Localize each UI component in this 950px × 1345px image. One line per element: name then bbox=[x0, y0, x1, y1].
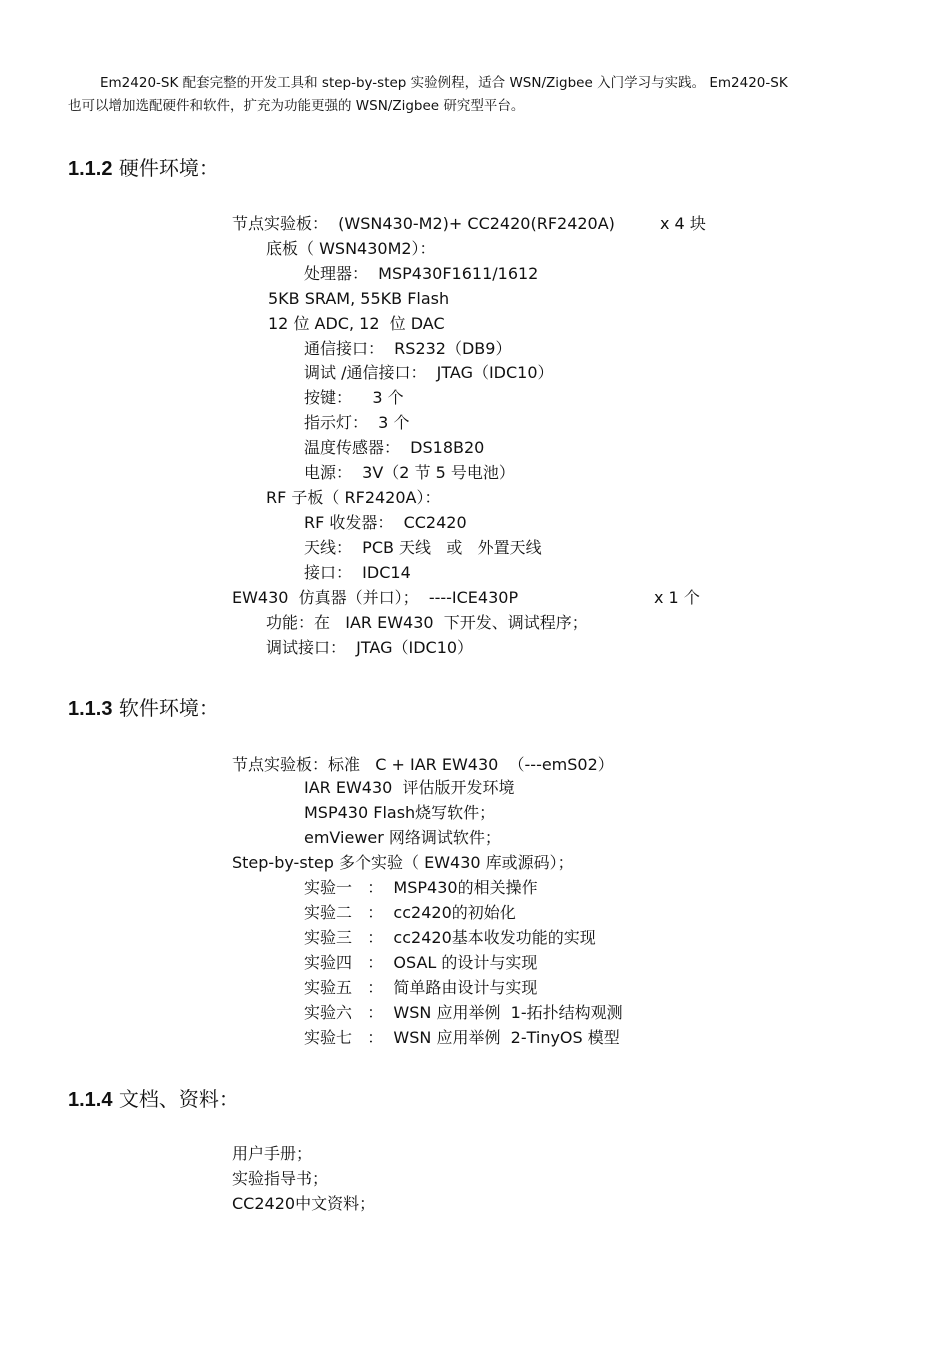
doc-item: 实验指导书； bbox=[232, 1169, 329, 1188]
sw-lab-item: 实验四 ： OSAL 的设计与实现 bbox=[304, 953, 538, 972]
section-heading-hardware bbox=[68, 155, 219, 182]
sw-iar: IAR EW430 评估版开发环境 bbox=[304, 778, 515, 797]
sw-step-by-step: Step-by-step 多个实验（ EW430 库或源码）； bbox=[232, 853, 574, 872]
hw-debug-port: 调试 /通信接口： JTAG（IDC10） bbox=[304, 363, 554, 382]
intro-line-2: 也可以增加选配硬件和软件，扩充为功能更强的 WSN/Zigbee 研究型平台。 bbox=[68, 98, 525, 114]
hw-emulator: EW430 仿真器（并口）； ----ICE430P bbox=[232, 588, 519, 607]
hw-emulator-debug-port: 调试接口： JTAG（IDC10） bbox=[266, 638, 474, 657]
sw-lab-item: 实验一 ： MSP430的相关操作 bbox=[304, 878, 538, 897]
intro-paragraph bbox=[68, 72, 883, 118]
doc-item: 用户手册； bbox=[232, 1144, 313, 1163]
section-number: 1.1.2 bbox=[68, 158, 113, 180]
sw-lab-item: 实验三 ： cc2420基本收发功能的实现 bbox=[304, 928, 596, 947]
hw-rf-port: 接口： IDC14 bbox=[304, 563, 411, 582]
hw-memory: 5KB SRAM, 55KB Flash bbox=[268, 289, 450, 308]
hw-base-board: 底板（ WSN430M2）： bbox=[266, 239, 436, 258]
section-title: 软件环境： bbox=[112, 696, 219, 720]
sw-node-board: 节点实验板：标准 C + IAR EW430 （---emS02） bbox=[232, 755, 614, 774]
section-number: 1.1.4 bbox=[68, 1089, 113, 1111]
hw-rf-board: RF 子板（ RF2420A）： bbox=[266, 488, 441, 507]
sw-lab-item: 实验二 ： cc2420的初始化 bbox=[304, 903, 516, 922]
hw-antenna: 天线： PCB 天线 或 外置天线 bbox=[304, 538, 542, 557]
hw-emulator-function: 功能：在 IAR EW430 下开发、调试程序； bbox=[266, 613, 588, 632]
sw-flash-tool: MSP430 Flash烧写软件； bbox=[304, 803, 496, 822]
sw-lab-item: 实验六 ： WSN 应用举例 1-拓扑结构观测 bbox=[304, 1003, 623, 1022]
doc-item: CC2420中文资料； bbox=[232, 1194, 376, 1213]
section-number: 1.1.3 bbox=[68, 698, 113, 720]
hw-leds: 指示灯： 3 个 bbox=[304, 413, 410, 432]
sw-lab-item: 实验五 ： 简单路由设计与实现 bbox=[304, 978, 538, 997]
hw-cpu: 处理器： MSP430F1611/1612 bbox=[304, 264, 539, 283]
section-title: 文档、资料： bbox=[112, 1087, 239, 1111]
hw-node-qty: x 4 块 bbox=[660, 214, 706, 233]
sw-emviewer: emViewer 网络调试软件； bbox=[304, 828, 501, 847]
intro-line-1: Em2420-SK 配套完整的开发工具和 step-by-step 实验例程，适合 WSN/Zigbee 入门学习与实践。 Em2420-SK bbox=[100, 75, 788, 91]
hw-emulator-qty: x 1 个 bbox=[654, 588, 700, 607]
section-heading-software bbox=[68, 695, 219, 722]
sw-lab-item: 实验七 ： WSN 应用举例 2-TinyOS 模型 bbox=[304, 1028, 620, 1047]
hw-node-board: 节点实验板： (WSN430-M2)+ CC2420(RF2420A) bbox=[232, 214, 615, 233]
hw-rf-chip: RF 收发器： CC2420 bbox=[304, 513, 467, 532]
hw-power: 电源： 3V（2 节 5 号电池） bbox=[304, 463, 515, 482]
section-heading-docs bbox=[68, 1086, 239, 1113]
hw-comm-port: 通信接口： RS232（DB9） bbox=[304, 339, 512, 358]
hw-adc-dac: 12 位 ADC, 12 位 DAC bbox=[268, 314, 445, 333]
hw-temp-sensor: 温度传感器： DS18B20 bbox=[304, 438, 485, 457]
section-title: 硬件环境： bbox=[112, 156, 219, 180]
hw-keys: 按键： 3 个 bbox=[304, 388, 404, 407]
